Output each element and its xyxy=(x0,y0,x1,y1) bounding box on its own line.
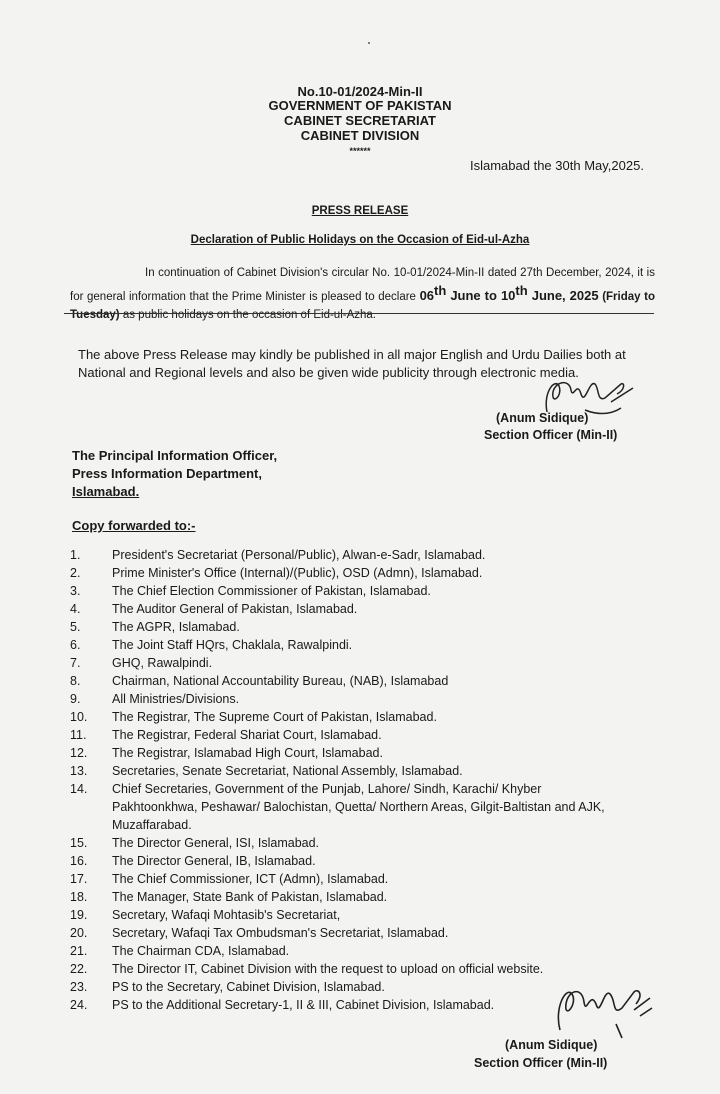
copy-list-number: 22. xyxy=(70,962,88,976)
copy-list-number: 1. xyxy=(70,548,81,562)
copy-list-text: The Auditor General of Pakistan, Islamabad. xyxy=(112,602,358,616)
body-paragraph: In continuation of Cabinet Division's circular No. 10-01/2024-Min-II dated 27th December, 2024, it is for general information that the Prime Minister is pleased to declare 06th June to 10th June, 2025 (Friday to Tuesday) as public holidays on the occasion of Eid-ul-Azha. xyxy=(70,267,655,321)
copy-list-number: 24. xyxy=(70,998,88,1012)
addressee-block xyxy=(72,447,277,501)
copy-list-item xyxy=(70,762,630,780)
copy-list-number: 21. xyxy=(70,944,88,958)
copy-list-item xyxy=(70,906,630,924)
divider-line xyxy=(64,313,654,314)
copy-list-number: 10. xyxy=(70,710,88,724)
copy-list-item xyxy=(70,726,630,744)
signatory-title: Section Officer (Min-II) xyxy=(484,428,618,442)
copy-list-number: 5. xyxy=(70,620,81,634)
copy-list-text: The Chairman CDA, Islamabad. xyxy=(112,944,290,958)
copy-list-text: PS to the Secretary, Cabinet Division, Islamabad. xyxy=(112,980,385,994)
copy-list-item xyxy=(70,780,630,834)
copy-list-number: 12. xyxy=(70,746,88,760)
copy-list-item xyxy=(70,942,630,960)
copy-list-item xyxy=(70,636,630,654)
copy-list-text: PS to the Additional Secretary-1, II & III, Cabinet Division, Islamabad. xyxy=(112,998,495,1012)
copy-list-number: 14. xyxy=(70,782,88,796)
copy-list-text: The Director IT, Cabinet Division with the request to upload on official website. xyxy=(112,962,544,976)
copy-forwarded-list xyxy=(70,546,630,1014)
copy-list-number: 6. xyxy=(70,638,81,652)
copy-list-text: The AGPR, Islamabad. xyxy=(112,620,240,634)
copy-list-number: 7. xyxy=(70,656,81,670)
copy-list-text: Chairman, National Accountability Bureau, (NAB), Islamabad xyxy=(112,674,449,688)
copy-list-text: The Registrar, The Supreme Court of Pakistan, Islamabad. xyxy=(112,710,437,724)
copy-list-number: 18. xyxy=(70,890,88,904)
addressee-line3: Islamabad. xyxy=(72,484,140,499)
copy-list-item xyxy=(70,852,630,870)
copy-list-number: 17. xyxy=(70,872,88,886)
addressee-line2: Press Information Department, xyxy=(72,466,262,481)
copy-list-item xyxy=(70,870,630,888)
copy-list-number: 16. xyxy=(70,854,88,868)
signatory-name: (Anum Sidique) xyxy=(496,411,589,425)
copy-forwarded-label: Copy forwarded to:- xyxy=(72,518,196,533)
copy-list-item xyxy=(70,582,630,600)
copy-list-item xyxy=(70,960,630,978)
copy-list-text: All Ministries/Divisions. xyxy=(112,692,240,706)
copy-list-item xyxy=(70,654,630,672)
copy-list-number: 15. xyxy=(70,836,88,850)
copy-list-item xyxy=(70,744,630,762)
copy-list-text: Chief Secretaries, Government of the Punjab, Lahore/ Sindh, Karachi/ Khyber Pakhtoonkhwa, Peshawar/ Balochistan, Quetta/ Northern Areas, Gilgit-Baltistan and AJK, Muzaffarabad. xyxy=(112,782,605,832)
copy-list-number: 4. xyxy=(70,602,81,616)
header-secretariat: CABINET SECRETARIAT xyxy=(284,113,436,128)
signatory-title-2: Section Officer (Min-II) xyxy=(474,1056,608,1070)
copy-list-number: 20. xyxy=(70,926,88,940)
copy-list-item xyxy=(70,600,630,618)
copy-list-item xyxy=(70,708,630,726)
copy-list-text: GHQ, Rawalpindi. xyxy=(112,656,213,670)
copy-list-text: The Joint Staff HQrs, Chaklala, Rawalpindi. xyxy=(112,638,353,652)
reference-number: No.10-01/2024-Min-II xyxy=(297,84,423,99)
copy-list-item xyxy=(70,672,630,690)
header-division: CABINET DIVISION xyxy=(300,128,420,143)
copy-list-number: 3. xyxy=(70,584,81,598)
copy-list-item xyxy=(70,690,630,708)
copy-list-number: 2. xyxy=(70,566,81,580)
publication-request: The above Press Release may kindly be published in all major English and Urdu Dailies both at National and Regional levels and also be given wide publicity through electronic media. xyxy=(78,347,626,380)
copy-list-item xyxy=(70,924,630,942)
copy-list-number: 19. xyxy=(70,908,88,922)
copy-list-text: Secretary, Wafaqi Tax Ombudsman's Secretariat, Islamabad. xyxy=(112,926,449,940)
copy-list-number: 8. xyxy=(70,674,81,688)
copy-list-number: 11. xyxy=(70,728,87,742)
copy-list-text: President's Secretariat (Personal/Public), Alwan-e-Sadr, Islamabad. xyxy=(112,548,486,562)
copy-list-text: The Manager, State Bank of Pakistan, Islamabad. xyxy=(112,890,388,904)
speck xyxy=(368,42,370,44)
signature-2 xyxy=(540,980,670,1040)
copy-list-item xyxy=(70,564,630,582)
header-government: GOVERNMENT OF PAKISTAN xyxy=(268,98,452,113)
copy-list-text: The Director General, IB, Islamabad. xyxy=(112,854,316,868)
addressee-line1: The Principal Information Officer, xyxy=(72,448,278,463)
copy-list-text: The Registrar, Islamabad High Court, Islamabad. xyxy=(112,746,383,760)
subject-line: Declaration of Public Holidays on the Occasion of Eid-ul-Azha xyxy=(190,234,530,246)
copy-list-text: The Director General, ISI, Islamabad. xyxy=(112,836,320,850)
copy-list-text: The Chief Election Commissioner of Pakistan, Islamabad. xyxy=(112,584,431,598)
copy-list-number: 9. xyxy=(70,692,81,706)
copy-list-item xyxy=(70,618,630,636)
press-release-title: PRESS RELEASE xyxy=(311,205,409,217)
copy-list-text: The Chief Commissioner, ICT (Admn), Islamabad. xyxy=(112,872,389,886)
issue-date: Islamabad the 30th May,2025. xyxy=(470,158,644,173)
copy-list-item xyxy=(70,888,630,906)
copy-list-item xyxy=(70,546,630,564)
copy-list-text: The Registrar, Federal Shariat Court, Islamabad. xyxy=(112,728,382,742)
copy-list-text: Prime Minister's Office (Internal)/(Public), OSD (Admn), Islamabad. xyxy=(112,566,483,580)
copy-list-number: 23. xyxy=(70,980,88,994)
header-stars: ****** xyxy=(349,146,371,156)
copy-list-item xyxy=(70,834,630,852)
copy-list-text: Secretary, Wafaqi Mohtasib's Secretariat, xyxy=(112,908,341,922)
copy-list-number: 13. xyxy=(70,764,88,778)
signatory-name-2: (Anum Sidique) xyxy=(505,1038,598,1052)
copy-list-text: Secretaries, Senate Secretariat, National Assembly, Islamabad. xyxy=(112,764,463,778)
